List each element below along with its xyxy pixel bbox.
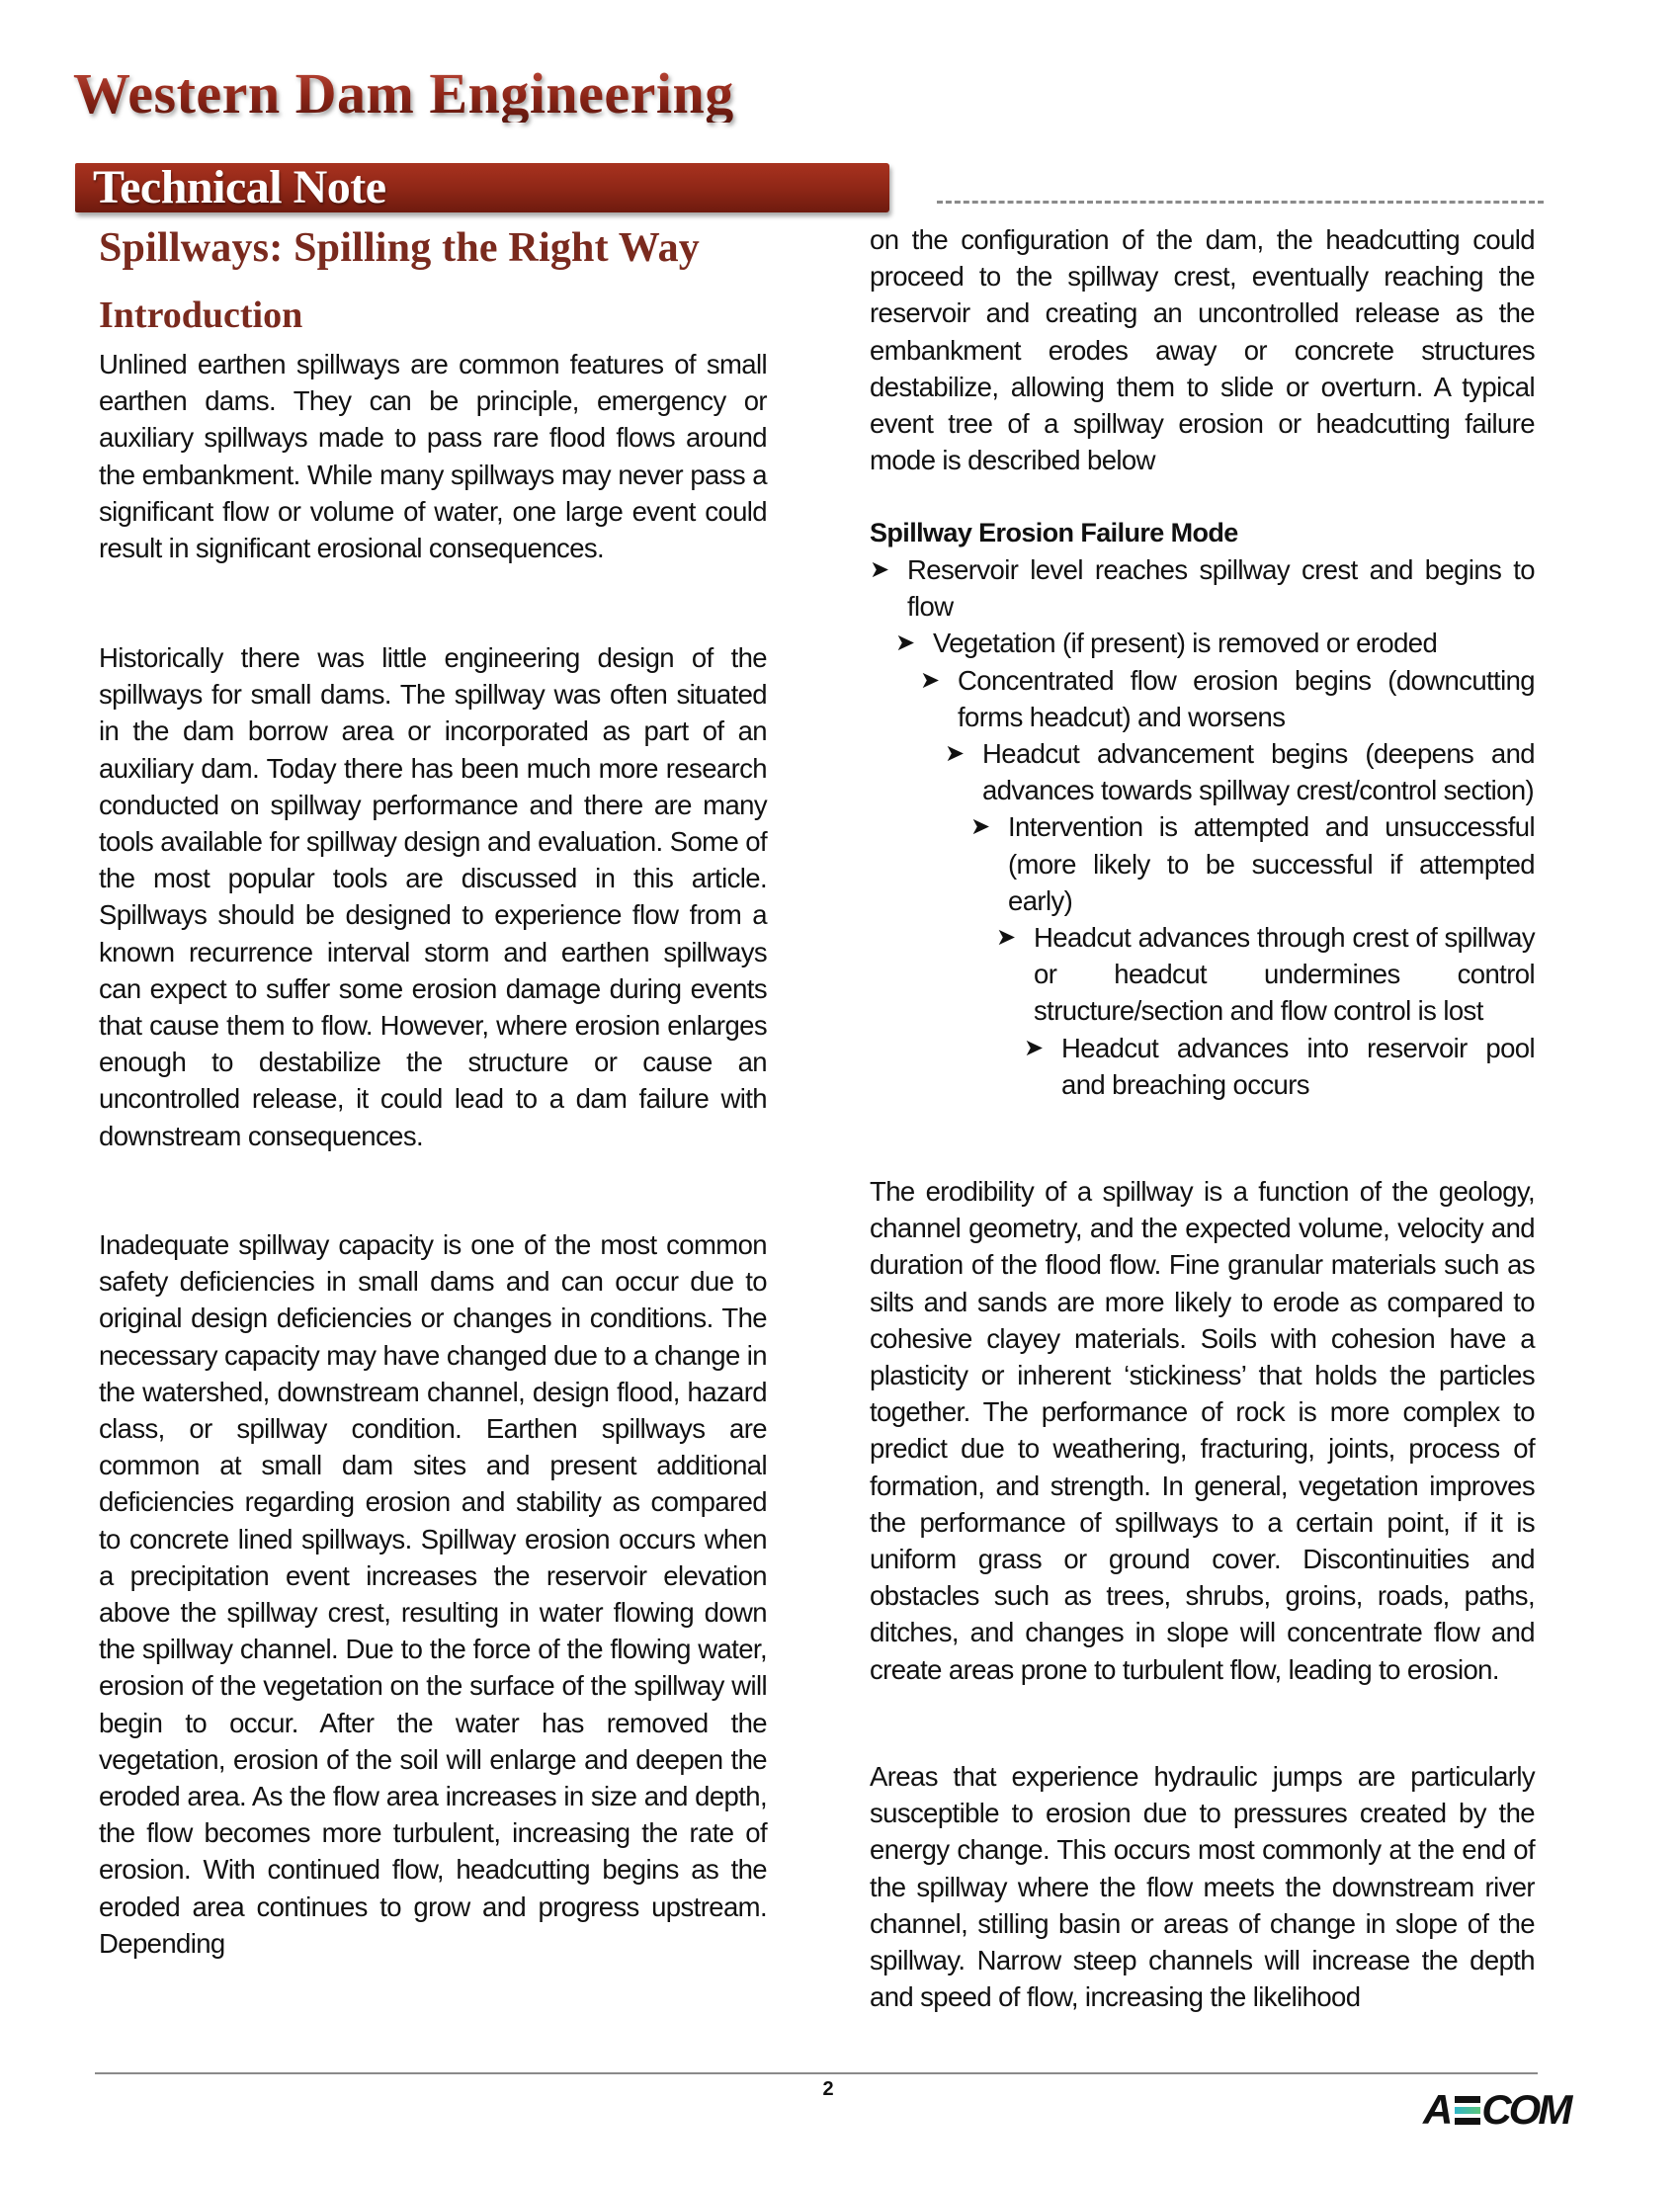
introduction-heading: Introduction xyxy=(99,294,303,336)
event-tree-item: ➤ Headcut advances through crest of spillway or headcut undermines control structure/section and flow control is lost xyxy=(870,919,1535,1030)
event-tree-item: ➤ Headcut advances into reservoir pool and breaching occurs xyxy=(870,1030,1535,1103)
left-paragraph-3: Inadequate spillway capacity is one of the most common safety deficiencies in small dams and can occur due to original design deficiencies or changes in conditions. The necessary capacity may have changed due to a change in the watershed, downstream channel, design flood, hazard class, or spillway condition. Earthen spillways are common at small dam sites and present additional deficiencies regarding erosion and stability as compared to concrete lined spillways. Spillway erosion occurs when a precipitation event increases the reservoir elevation above the spillway crest, resulting in water flowing down the spillway channel. Due to the force of the flowing water, erosion of the vegetation on the surface of the spillway will begin to occur. After the water has removed the vegetation, erosion of the soil will enlarge and deepen the eroded area. As the flow area increases in size and depth, the flow becomes more turbulent, increasing the rate of erosion. With continued flow, headcutting begins as the eroded area continues to grow and progress upstream. Depending xyxy=(99,1229,767,1959)
event-tree-item: ➤ Headcut advancement begins (deepens and advances towards spillway crest/control section) xyxy=(870,735,1535,808)
footer-rule xyxy=(95,2072,1538,2074)
logo-accent-icon xyxy=(1451,2094,1480,2126)
arrowhead-bullet-icon: ➤ xyxy=(996,924,1016,952)
brand-title: Western Dam Engineering xyxy=(73,61,734,126)
event-tree-item: ➤ Vegetation (if present) is removed or eroded xyxy=(870,625,1535,661)
failure-mode-heading: Spillway Erosion Failure Mode xyxy=(870,518,1238,547)
arrowhead-bullet-icon: ➤ xyxy=(870,556,889,583)
event-tree-item: ➤ Reservoir level reaches spillway crest and begins to flow xyxy=(870,551,1535,625)
header-dashed-rule xyxy=(937,201,1544,204)
right-paragraph-2: Areas that experience hydraulic jumps are particularly susceptible to erosion due to pressures created by the energy change. This occurs most commonly at the end of the spillway where the flow meets the downstream river channel, stilling basin or areas of change in slope of the spillway. Narrow steep channels will increase the depth and speed of flow, increasing the likelihood xyxy=(870,1761,1535,2013)
arrowhead-bullet-icon: ➤ xyxy=(920,666,940,694)
event-tree-item: ➤ Intervention is attempted and unsuccessful (more likely to be successful if attempted early) xyxy=(870,808,1535,919)
arrowhead-bullet-icon: ➤ xyxy=(970,813,990,841)
page-number: 2 xyxy=(822,2078,834,2100)
arrowhead-bullet-icon: ➤ xyxy=(945,740,965,768)
arrowhead-bullet-icon: ➤ xyxy=(1024,1034,1044,1061)
technical-note-banner xyxy=(75,163,889,212)
arrowhead-bullet-icon: ➤ xyxy=(895,630,915,657)
event-tree-item: ➤ Concentrated flow erosion begins (downcutting forms headcut) and worsens xyxy=(870,662,1535,735)
aecom-logo: A COM xyxy=(1423,2086,1570,2133)
article-title: Spillways: Spilling the Right Way xyxy=(99,225,700,271)
right-paragraph-1: The erodibility of a spillway is a function of the geology, channel geometry, and the expected volume, velocity and duration of the flood flow. Fine granular materials such as silts and sands are more likely to erode as compared to cohesive clayey materials. Soils with cohesion have a plasticity or inherent ‘stickiness’ that holds the particles together. The performance of rock is more complex to predict due to weathering, fracturing, joints, process of formation, and strength. In general, vegetation improves the performance of spillways to a certain point, if it is uniform grass or ground cover. Discontinuities and obstacles such as trees, shrubs, groins, roads, paths, ditches, and changes in slope will concentrate flow and create areas prone to turbulent flow, leading to erosion. xyxy=(870,1176,1535,1685)
technical-note-label: Technical Note xyxy=(93,161,386,213)
right-intro-paragraph: on the configuration of the dam, the headcutting could proceed to the spillway crest, eventually reaching the reservoir and creating an uncontrolled release as the embankment erodes away or concrete structures destabilize, allowing them to slide or overturn. A typical event tree of a spillway erosion or headcutting failure mode is described below xyxy=(870,224,1535,476)
left-paragraph-2: Historically there was little engineering design of the spillways for small dams. The spillway was often situated in the dam borrow area or incorporated as part of an auxiliary dam. Today there has been much more research conducted on spillway performance and there are many tools available for spillway design and evaluation. Some of the most popular tools are discussed in this article. Spillways should be designed to experience flow from a known recurrence interval storm and earthen spillways can expect to suffer some erosion damage during events that cause them to flow. However, where erosion enlarges enough to destabilize the structure or cause an uncontrolled release, it could lead to a dam failure with downstream consequences. xyxy=(99,642,767,1151)
left-paragraph-1: Unlined earthen spillways are common features of small earthen dams. They can be principle, emergency or auxiliary spillways made to pass rare flood flows around the embankment. While many spillways may never pass a significant flow or volume of water, one large event could result in significant erosional consequences. xyxy=(99,349,767,564)
failure-mode-event-tree xyxy=(870,551,1535,1103)
